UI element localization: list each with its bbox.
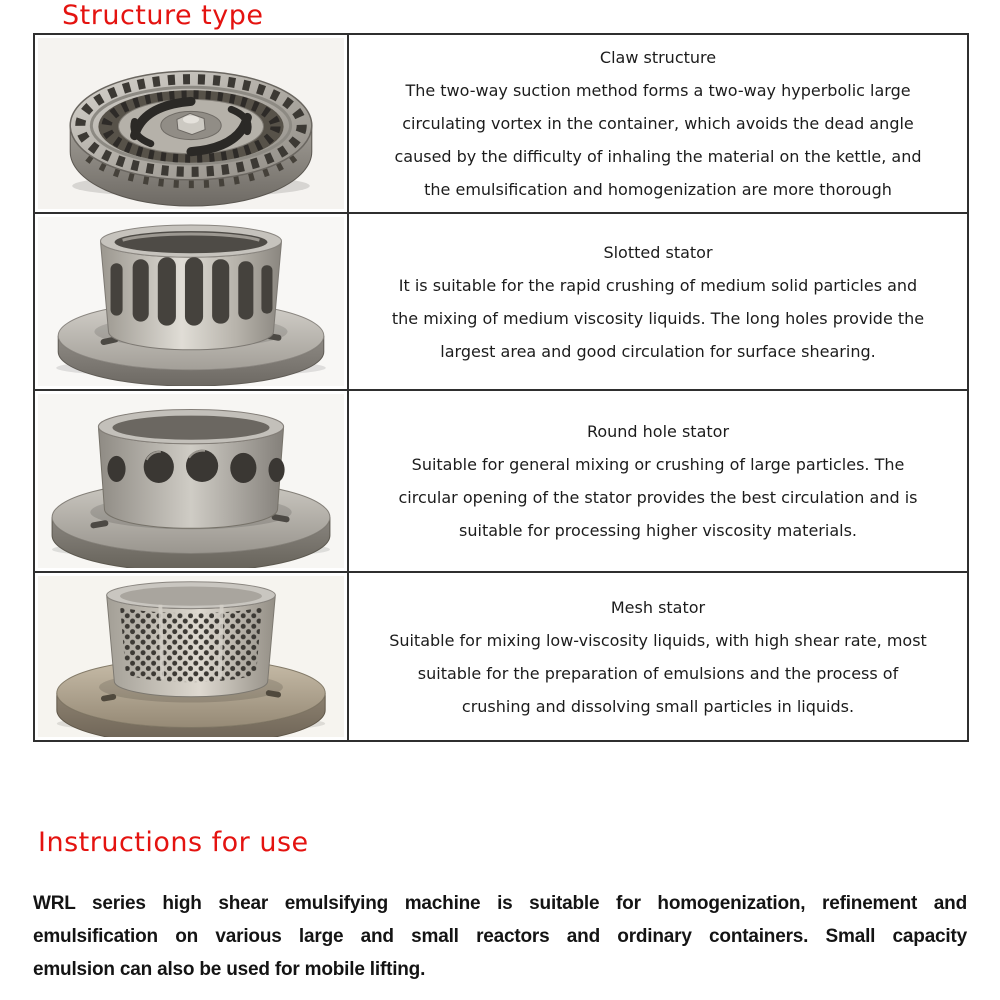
description-line: circulating vortex in the container, which avoids the dead angle (402, 114, 914, 133)
round-hole-stator-illustration (38, 394, 344, 568)
table-row-mesh-stator (35, 573, 967, 740)
claw-structure-text-cell (349, 35, 967, 212)
table-row-round-hole-stator (35, 391, 967, 573)
description-line: crushing and dissolving small particles in liquids. (461, 696, 855, 716)
row-title: Round hole stator (586, 422, 730, 441)
slotted-stator-image-cell (35, 214, 349, 389)
description-line: Suitable for mixing low-viscosity liquids, with high shear rate, most (389, 630, 927, 650)
mesh-stator-photo (38, 576, 344, 737)
description-line: the mixing of medium viscosity liquids. The long holes provide the (391, 308, 925, 328)
description-line: suitable for the preparation of emulsions and the process of (417, 663, 899, 683)
instructions-line: emulsion can also be used for mobile lifting. (33, 959, 426, 980)
description-line: suitable for processing higher viscosity materials. (459, 521, 857, 540)
row-title: Mesh stator (610, 597, 706, 617)
description-line: largest area and good circulation for surface shearing. (440, 341, 876, 361)
slotted-stator-photo (38, 217, 344, 386)
description-line: The two-way suction method forms a two-way hyperbolic large (405, 81, 911, 100)
structure-type-heading: Structure type (62, 0, 264, 31)
instructions-paragraph (33, 887, 967, 986)
description-line: Suitable for general mixing or crushing of large particles. The (411, 455, 905, 474)
description-line: It is suitable for the rapid crushing of medium solid particles and (398, 275, 918, 295)
instructions-heading: Instructions for use (38, 827, 309, 858)
round-hole-stator-image-cell (35, 391, 349, 571)
mesh-stator-text-cell (349, 573, 967, 740)
claw-rotor-photo (38, 38, 344, 209)
instructions-line: WRL series high shear emulsifying machine is suitable for homogenization, refinement and (33, 893, 967, 914)
slotted-stator-text-cell (349, 214, 967, 389)
instructions-line: emulsification on various large and small reactors and ordinary containers. Small capacity (33, 926, 967, 947)
claw-structure-image-cell (35, 35, 349, 212)
mesh-stator-illustration (38, 576, 344, 737)
mesh-stator-image-cell (35, 573, 349, 740)
description-line: circular opening of the stator provides the best circulation and is (398, 488, 918, 507)
table-row-slotted-stator (35, 214, 967, 391)
description-line: caused by the difficulty of inhaling the material on the kettle, and (394, 147, 922, 166)
structure-table (33, 33, 969, 742)
round-hole-stator-photo (38, 394, 344, 568)
row-title: Claw structure (599, 48, 717, 67)
round-hole-stator-text-cell (349, 391, 967, 571)
table-row-claw-structure (35, 35, 967, 214)
description-line: the emulsification and homogenization are more thorough (424, 180, 892, 199)
claw-rotor-illustration (38, 38, 344, 209)
row-title: Slotted stator (603, 242, 713, 262)
slotted-stator-illustration (38, 217, 344, 386)
